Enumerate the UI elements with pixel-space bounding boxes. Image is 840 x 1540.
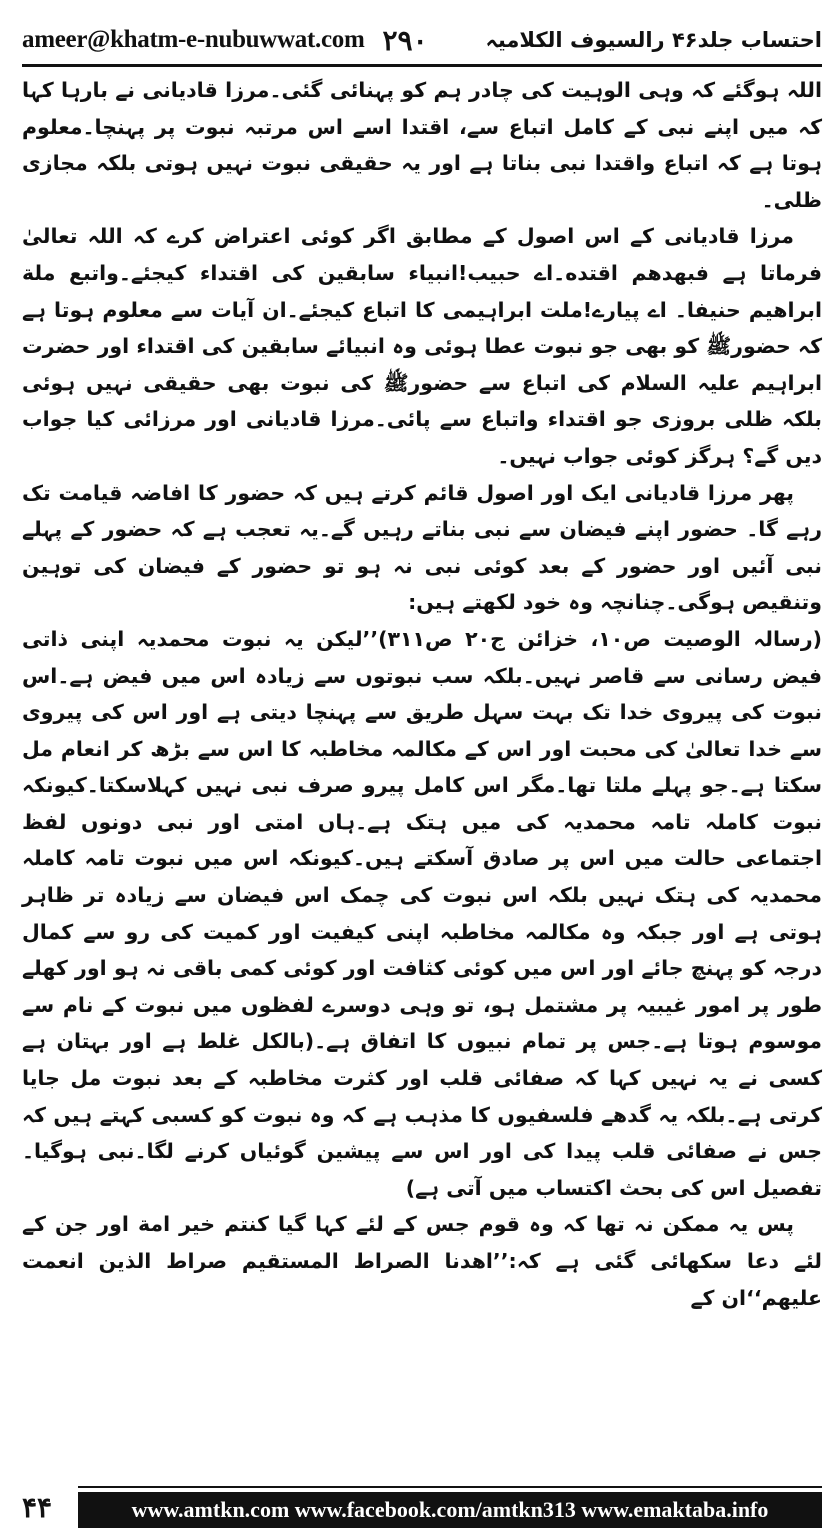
paragraph-1: اللہ ہوگئے کہ وہی الوہیت کی چادر ہم کو پہنائی گئی۔مرزا قادیانی نے بارہا کہا کہ میں اپنے نبی کے کامل اتباع سے، اقتدا اسے اس مرتبہ نبوت پر پہنچا۔معلوم ہوتا ہے کہ اتباع واقتدا نبی بناتا ہے اور یہ حقیقی نبوت نہیں ہوتی بلکہ مجازی ظلی۔	[22, 78, 822, 212]
footer-links-bar	[78, 1492, 822, 1528]
paragraph-2: مرزا قادیانی کے اس اصول کے مطابق اگر کوئی اعتراض کرے کہ اللہ تعالیٰ فرماتا ہے فبهدهم اقتده۔اے حبیب!انبیاء سابقین کی اقتداء کیجئے۔واتبع ملة ابراهيم حنيفا۔ اے پیارے!ملت ابراہیمی کا اتباع کیجئے۔ان آیات سے معلوم ہوتا ہے کہ حضورﷺ کو بھی جو نبوت عطا ہوئی وہ انبیائے سابقین کی اقتداء اور حضرت ابراہیم علیہ السلام کی اتباع سے حضورﷺ کی نبوت بھی حقیقی نہیں ہوئی بلکہ ظلی بروزی جو اقتداء واتباع سے پائی۔مرزا قادیانی اور مرزائی کیا جواب دیں گے؟ ہرگز کوئی جواب نہیں۔	[22, 224, 822, 468]
paragraph-5: پس یہ ممکن نہ تھا کہ وہ قوم جس کے لئے کہا گیا کنتم خير امة اور جن کے لئے دعا سکھائی گئی ہے کہ:’’اهدنا الصراط المستقيم صراط الذين انعمت عليهم‘‘ان کے	[22, 1212, 822, 1310]
header-email: ameer@khatm-e-nubuwwat.com	[22, 26, 365, 53]
footer-links: www.amtkn.com www.facebook.com/amtkn313 www.emaktaba.info	[131, 1497, 769, 1522]
page-header	[22, 18, 822, 62]
page-footer	[22, 1486, 822, 1530]
footer-page-number: ۴۴	[22, 1490, 53, 1524]
paragraph-3: پھر مرزا قادیانی ایک اور اصول قائم کرتے ہیں کہ حضور کا افاضہ قیامت تک رہے گا۔ حضور اپنے فیضان سے نبی بناتے رہیں گے۔یہ تعجب ہے کہ حضور کے پہلے نبی آئیں اور حضور کے بعد کوئی نبی نہ ہو تو حضور کے فیضان کی توہین وتنقیص ہوگی۔چنانچہ وہ خود لکھتے ہیں:	[22, 480, 822, 615]
body-text	[22, 72, 822, 1316]
paragraph-4: (رسالہ الوصیت ص۱۰، خزائن ج۲۰ ص۳۱۱)’’لیکن یہ نبوت محمدیہ اپنی ذاتی فیض رسانی سے قاصر نہیں۔بلکہ سب نبوتوں سے زیادہ اس میں فیض ہے۔اس نبوت کی پیروی خدا تک بہت سہل طریق سے پہنچا دیتی ہے اور اس کی پیروی سے خدا تعالیٰ کی محبت اور اس کے مکالمہ مخاطبہ کا اس سے بڑھ کر انعام مل سکتا ہے۔جو پہلے ملتا تھا۔مگر اس کامل پیرو صرف نبی نہیں کہلاسکتا۔کیونکہ نبوت کاملہ تامہ محمدیہ کی میں ہتک ہے۔ہاں امتی اور نبی دونوں لفظ اجتماعی حالت میں اس پر صادق آسکتے ہیں۔کیونکہ اس میں نبوت تامہ کاملہ محمدیہ کی ہتک نہیں بلکہ اس نبوت کی چمک اس فیضان سے زیادہ تر ظاہر ہوتی ہے اور جبکہ وہ مکالمہ مخاطبہ اپنی کیفیت اور کمیت کی رو سے کمال درجہ کو پہنچ جائے اور اس میں کوئی کثافت اور کوئی کمی باقی نہ ہو اور کھلے طور پر امور غیبیہ پر مشتمل ہو، تو وہی دوسرے لفظوں میں نبوت کے نام سے موسوم ہوتا ہے۔جس پر تمام نبیوں کا اتفاق ہے۔(بالکل غلط ہے اور بہتان ہے کسی نے یہ نہیں کہا کہ صفائی قلب اور کثرت مخاطبہ کے بعد نبوت مل جایا کرتی ہے۔بلکہ یہ گدھے فلسفیوں کا مذہب ہے کہ وہ نبوت کو کسبی کہتے ہیں کہ جس نے صفائی قلب پیدا کی اور اس سے پیشین گوئیاں کرنے لگا۔نبی ہوگیا۔تفصیل اس کی بحث اکتساب میں آتی ہے)	[22, 626, 823, 1200]
header-divider	[22, 64, 822, 67]
footer-divider	[78, 1486, 822, 1488]
header-book-title: احتساب جلد۴۶ رالسیوف الکلامیہ	[485, 28, 822, 52]
header-page-number: ۲۹۰	[382, 23, 428, 57]
header-left	[22, 24, 428, 57]
